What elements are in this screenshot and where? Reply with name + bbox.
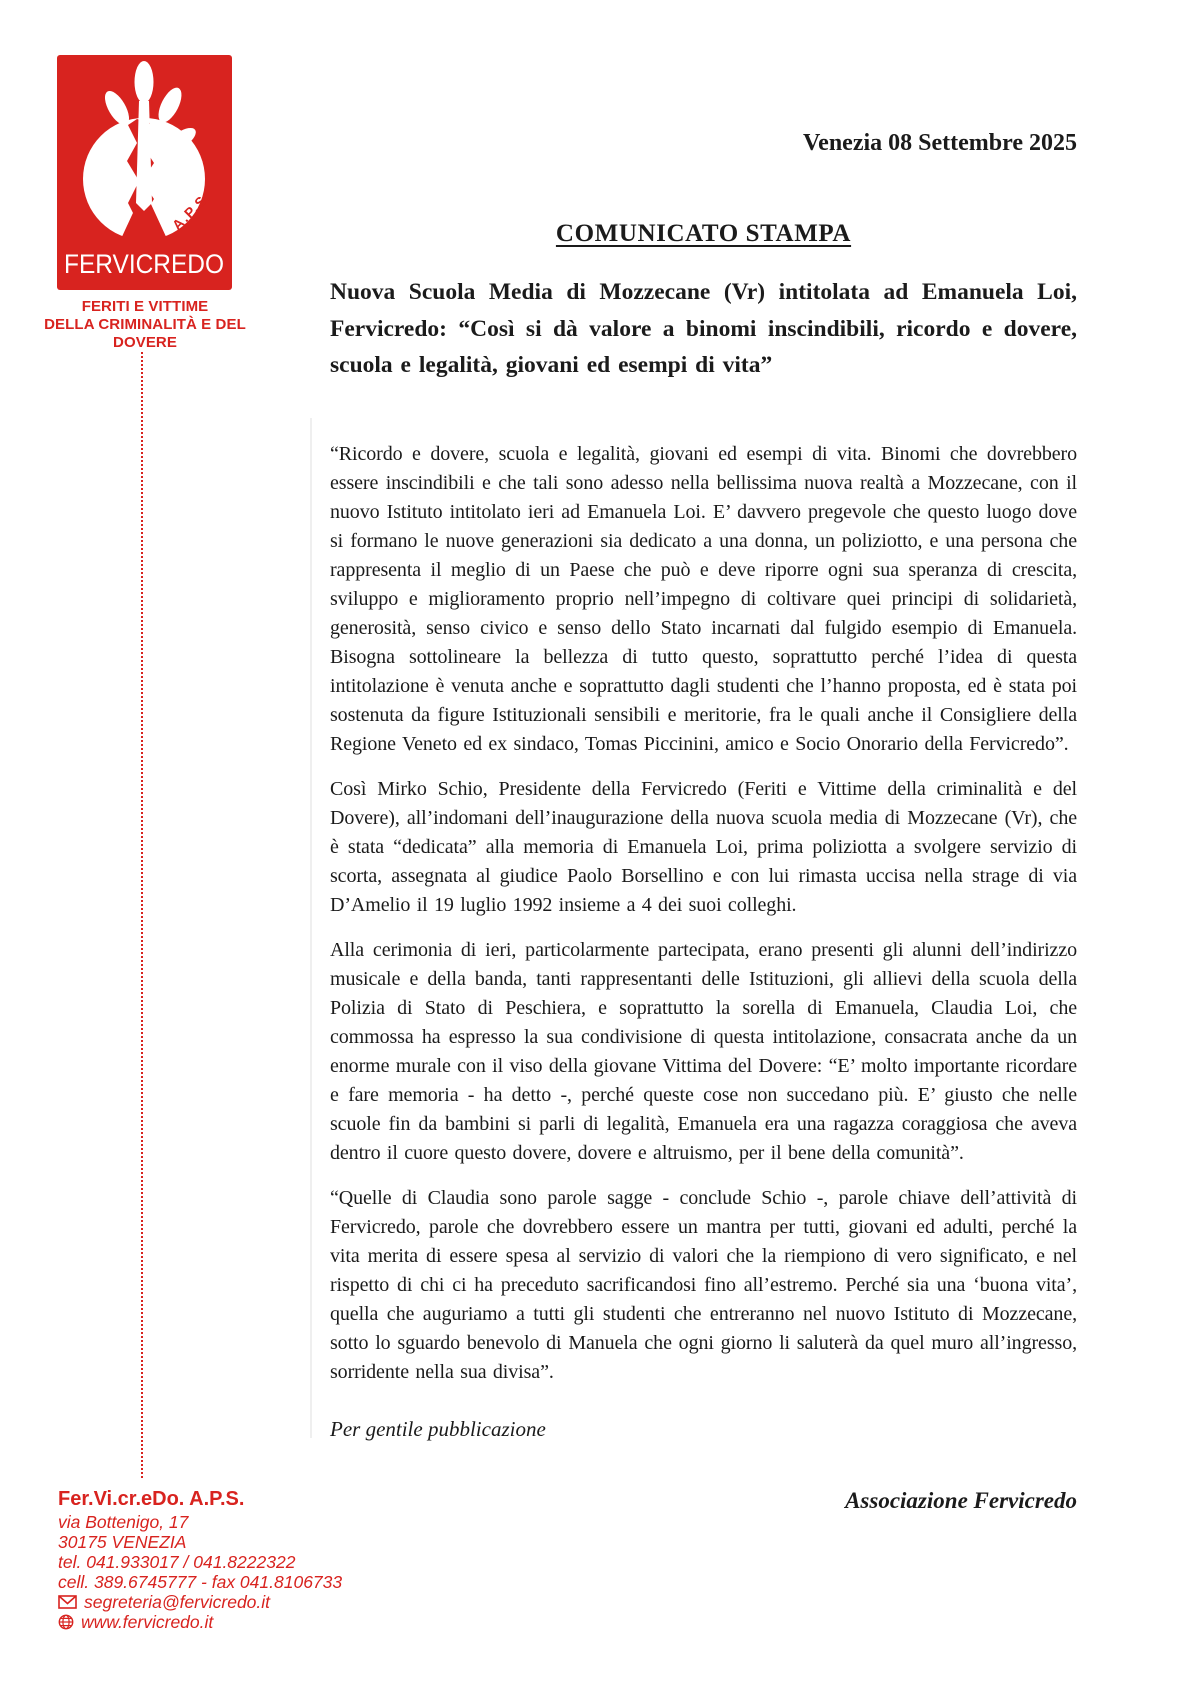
logo-wordmark: FERVICREDO: [64, 249, 224, 279]
leaf-icon: [135, 61, 154, 103]
headline: Nuova Scuola Media di Mozzecane (Vr) intitolata ad Emanuela Loi, Fervicredo: “Così si dà valore a binomi inscindibili, ricordo e dovere, scuola e legalità, giovani ed esempi di vita”: [330, 279, 1077, 378]
contact-phone: tel. 041.933017 / 041.8222322: [58, 1552, 296, 1572]
contact-website: www.fervicredo.it: [81, 1612, 214, 1632]
contact-org-name: Fer.Vi.cr.eDo. A.P.S.: [58, 1488, 245, 1510]
closing-note: Per gentile pubblicazione: [330, 1416, 546, 1441]
logo-aps-label: A.P.S.: [168, 188, 214, 234]
article-text: [330, 440, 1077, 1387]
contact-mobile-fax: cell. 389.6745777 - fax 041.8106733: [58, 1572, 343, 1592]
scan-artifact-line: [310, 418, 312, 1438]
contact-block: [58, 1488, 358, 1632]
logo-caption: [14, 298, 276, 352]
signature: Associazione Fervicredo: [845, 1487, 1077, 1513]
paragraph-3: Alla cerimonia di ieri, particolarmente partecipata, erano presenti gli alunni dell’indirizzo musicale e della banda, tanti rappresentanti delle Istituzioni, gli allievi della scuola della Polizia di Stato di Peschiera, e soprattutto la sorella di Emanuela, Claudia Loi, che commossa ha espresso la sua condivisione di questa intitolazione, consacrata anche da un enorme murale con il viso della giovane Vittima del Dovere: “E’ molto importante ricordare e fare memoria - ha detto -, perché queste cose non succedano più. E’ giusto che nelle scuole fin da bambini si parli di legalità, Emanuela era una ragazza coraggiosa che aveva dentro il cuore questo dovere, dovere e altruismo, per il bene della comunità”.: [330, 938, 1077, 1164]
fervicredo-emblem-icon: [57, 55, 232, 290]
page-title: COMUNICATO STAMPA: [555, 220, 852, 247]
paragraph-4: “Quelle di Claudia sono parole sagge - conclude Schio -, parole chiave dell’attività di Fervicredo, parole che dovrebbero essere un mantra per tutti, giovani ed adulti, perché la vita merita di essere spesa al servizio di valori che la riempiono di vero significato, e nel rispetto di chi ci ha preceduto sacrificandosi fino all’estremo. Perché sia una ‘buona vita’, quella che auguriamo a tutti gli studenti che entreranno nel nuovo Istituto di Mozzecane, sotto lo sguardo benevolo di Manuela che ogni giorno li saluterà da quel muro all’ingresso, sorridente nella sua divisa”.: [330, 1186, 1077, 1383]
paragraph-1: “Ricordo e dovere, scuola e legalità, giovani ed esempi di vita. Binomi che dovrebbero essere inscindibili e che tali sono adesso nella bellissima nuova realtà a Mozzecane, con il nuovo Istituto intitolato ieri ad Emanuela Loi. E’ davvero pregevole che questo luogo dove si formano le nuove generazioni sia dedicato a una donna, un poliziotto, e una persona che rappresenta il meglio di un Paese che può e deve riporre ogni sua speranza di crescita, sviluppo e miglioramento proprio nell’impegno di coltivare quei principi di solidarietà, generosità, senso civico e senso dello Stato incarnati dal fulgido esempio di Emanuela. Bisogna sottolineare la bellezza di tutto questo, soprattutto perché l’idea di questa intitolazione è venuta anche e soprattutto dagli studenti che l’hanno proposta, ed è stata poi sostenuta da figure Istituzionali sensibili e meritorie, fra le quali anche il Consigliere della Regione Veneto ed ex sindaco, Tomas Piccinini, amico e Socio Onorario della Fervicredo”.: [330, 442, 1077, 755]
vertical-dotted-rule: [141, 352, 143, 1478]
document-body: [330, 128, 1077, 1514]
dateline: Venezia 08 Settembre 2025: [803, 130, 1077, 156]
logo-caption-line2: DELLA CRIMINALITÀ E DEL DOVERE: [44, 316, 246, 351]
contact-address-line2: 30175 VENEZIA: [58, 1532, 187, 1552]
contact-email: segreteria@fervicredo.it: [84, 1592, 271, 1612]
contact-website-row: [58, 1612, 358, 1632]
logo-caption-line1: FERITI E VITTIME: [81, 298, 209, 315]
paragraph-2: Così Mirko Schio, Presidente della Fervicredo (Feriti e Vittime della criminalità e del Dovere), all’indomani dell’inaugurazione della nuova scuola media di Mozzecane (Vr), che è stata “dedicata” alla memoria di Emanuela Loi, prima poliziotta a svolgere servizio di scorta, assegnata al giudice Paolo Borsellino e con lui rimasta uccisa nella strage di via D’Amelio il 19 luglio 1992 insieme a 4 dei suoi colleghi.: [330, 777, 1077, 916]
contact-email-row: [58, 1592, 358, 1612]
fervicredo-logo: [57, 55, 232, 290]
contact-address-line1: via Bottenigo, 17: [58, 1512, 189, 1532]
globe-icon: [58, 1614, 74, 1630]
envelope-icon: [58, 1595, 77, 1609]
